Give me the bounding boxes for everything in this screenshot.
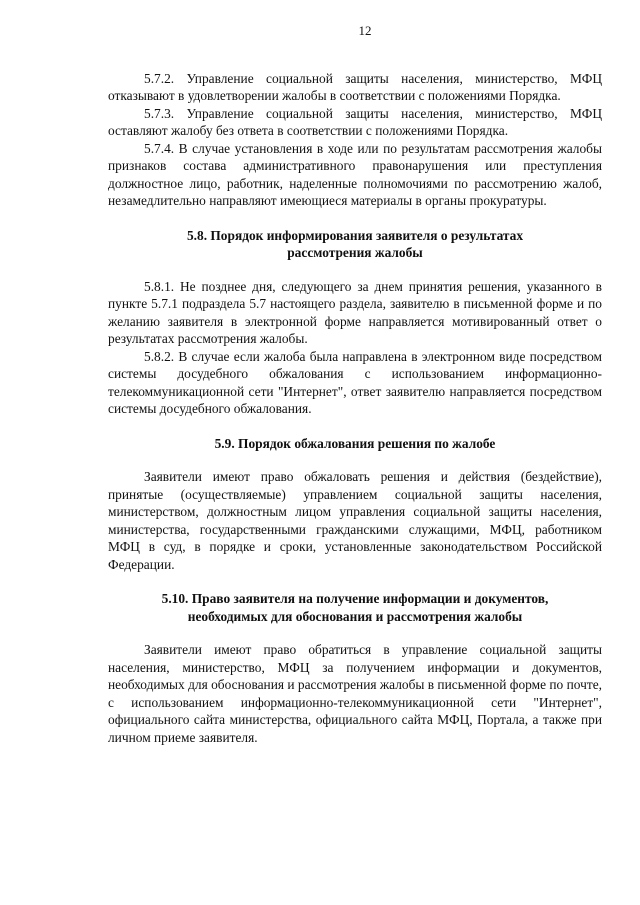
section-heading-5-8-line2: рассмотрения жалобы <box>287 245 423 260</box>
section-heading-5-10-line1: 5.10. Право заявителя на получение информации и документов, <box>161 591 549 606</box>
paragraph-5-9: Заявители имеют право обжаловать решения и действия (бездействие), принятые (осуществляемые) управлением социальной защиты населения, министерством, должностным лицом управления социальной защиты населения, министерства, государственными гражданскими служащими, МФЦ, работником МФЦ в суд, в порядке и сроки, установленные законодательством Российской Федерации. <box>108 469 602 572</box>
paragraph-5-7-2: 5.7.2. Управление социальной защиты населения, министерство, МФЦ отказывают в удовлетворении жалобы в соответствии с положениями Порядка. <box>108 70 602 103</box>
section-heading-5-9 <box>108 435 602 453</box>
paragraph-5-8-2: 5.8.2. В случае если жалоба была направлена в электронном виде посредством системы досудебного обжалования с использованием информационно-телекоммуникационной сети "Интернет", ответ заявителю направляется посредством системы досудебного обжалования. <box>108 348 602 416</box>
paragraph-5-10: Заявители имеют право обратиться в управление социальной защиты населения, министерство, МФЦ за получением информации и документов, необходимых для обоснования и рассмотрения жалобы в письменной форме по почте, с использованием информационно-телекоммуникационной сети "Интернет", официального сайта министерства, официального сайта МФЦ, Портала, а также при личном приеме заявителя. <box>108 642 602 745</box>
section-heading-5-10-line2: необходимых для обоснования и рассмотрения жалобы <box>187 608 523 624</box>
section-heading-5-9-line1: 5.9. Порядок обжалования решения по жалобе <box>214 435 496 451</box>
page-number: 12 <box>358 23 372 38</box>
section-heading-5-10 <box>108 590 602 625</box>
section-heading-5-8-line1: 5.8. Порядок информирования заявителя о результатах <box>186 227 524 243</box>
paragraph-5-7-3: 5.7.3. Управление социальной защиты населения, министерство, МФЦ оставляют жалобу без ответа в соответствии с положениями Порядка. <box>108 105 602 138</box>
paragraph-5-7-4: 5.7.4. В случае установления в ходе или по результатам рассмотрения жалобы признаков состава административного правонарушения или преступления должностное лицо, работник, наделенные полномочиями по рассмотрению жалоб, незамедлительно направляют имеющиеся материалы в органы прокуратуры. <box>108 140 602 208</box>
paragraph-5-8-1: 5.8.1. Не позднее дня, следующего за днем принятия решения, указанного в пункте 5.7.1 подраздела 5.7 настоящего раздела, заявителю в письменной форме и по желанию заявителя в электронной форме направляется мотивированный ответ о результатах рассмотрения жалобы. <box>108 278 602 346</box>
section-heading-5-8 <box>108 227 602 262</box>
